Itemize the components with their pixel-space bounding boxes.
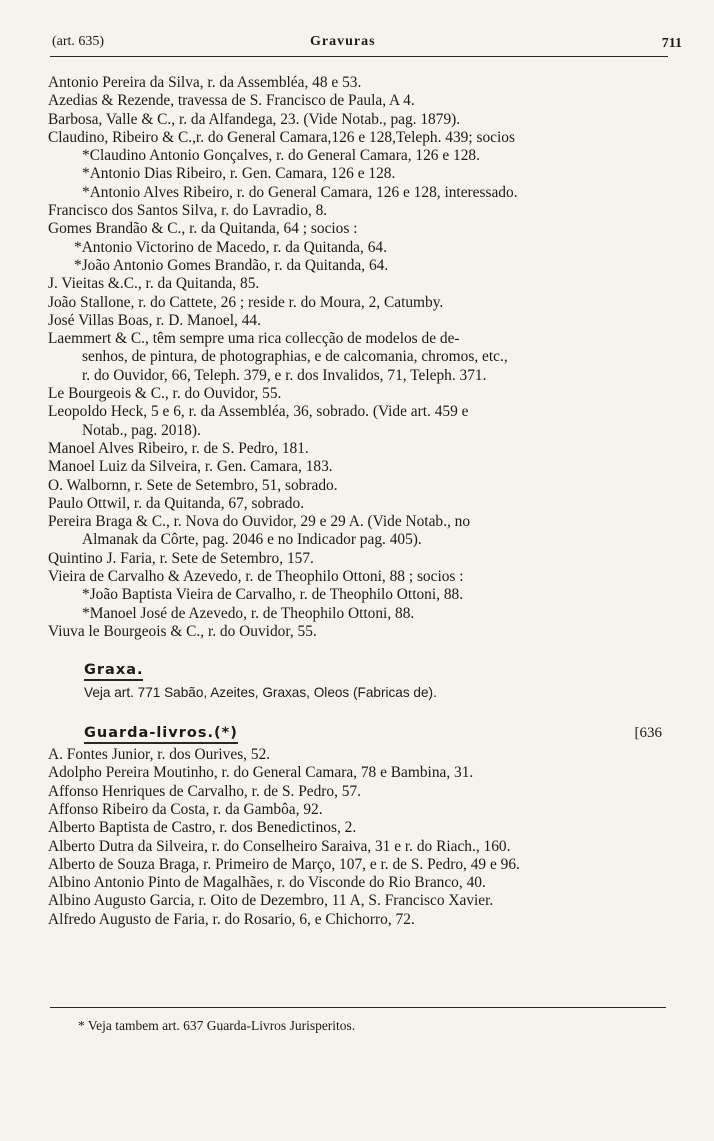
section-heading: Gravuras (310, 34, 376, 49)
graxa-section (48, 661, 678, 702)
entry-line: João Stallone, r. do Cattete, 26 ; reside r. do Moura, 2, Catumby. (48, 293, 444, 311)
entry-line: Notab., pag. 2018). (82, 421, 201, 439)
entry-line: *Antonio Alves Ribeiro, r. do General Camara, 126 e 128, interessado. (82, 183, 518, 201)
entry-line: *Antonio Victorino de Macedo, r. da Quitanda, 64. (74, 238, 387, 256)
entry-line: r. do Ouvidor, 66, Teleph. 379, e r. dos Invalidos, 71, Teleph. 371. (82, 366, 487, 384)
footnote-rule (50, 1007, 666, 1008)
entry-line: Alberto Dutra da Silveira, r. do Conselheiro Saraiva, 31 e r. do Riach., 160. (48, 837, 511, 855)
entry-line: Barbosa, Valle & C., r. da Alfandega, 23. (Vide Notab., pag. 1879). (48, 110, 461, 128)
article-range: (art. 635) (52, 34, 105, 49)
entry-line: A. Fontes Junior, r. dos Ourives, 52. (48, 746, 271, 764)
article-marker: [636 (634, 724, 662, 741)
section-title (48, 724, 678, 742)
guarda-livros-section (48, 724, 678, 929)
entry-line: Almanak da Côrte, pag. 2046 e no Indicador pag. 405). (82, 531, 422, 549)
entry-line: Claudino, Ribeiro & C.,r. do General Camara,126 e 128,Teleph. 439; socios (48, 128, 515, 146)
guarda-list (48, 746, 678, 929)
entry-line: Affonso Ribeiro da Costa, r. da Gambôa, 92. (48, 800, 323, 818)
header-rule (50, 56, 668, 57)
entry-line: Manoel Luiz da Silveira, r. Gen. Camara, 183. (48, 458, 333, 476)
entry-line: Antonio Pereira da Silva, r. da Assembléa, 48 e 53. (48, 74, 362, 91)
entry-line: Pereira Braga & C., r. Nova do Ouvidor, 29 e 29 A. (Vide Notab., no (48, 513, 471, 531)
entry-line: Albino Augusto Garcia, r. Oito de Dezembro, 11 A, S. Francisco Xavier. (48, 892, 494, 910)
entry-line: J. Vieitas &.C., r. da Quitanda, 85. (48, 275, 260, 293)
cross-reference: Veja art. 771 Sabão, Azeites, Graxas, Oleos (Fabricas de). (84, 684, 437, 700)
entry-line: O. Walbornn, r. Sete de Setembro, 51, sobrado. (48, 476, 338, 494)
entry-line: *Manoel José de Azevedo, r. de Theophilo Ottoni, 88. (82, 604, 415, 622)
guarda-title: Guarda-livros.(*) (84, 725, 238, 744)
graxa-title: Graxa. (84, 662, 143, 681)
entry-line: Paulo Ottwil, r. da Quitanda, 67, sobrado. (48, 494, 305, 512)
page-number: 711 (661, 36, 682, 51)
entry-line: *Antonio Dias Ribeiro, r. Gen. Camara, 126 e 128. (82, 165, 396, 183)
entry-line: Adolpho Pereira Moutinho, r. do General Camara, 78 e Bambina, 31. (48, 764, 474, 782)
gravuras-list (48, 74, 678, 641)
entry-line: Le Bourgeois & C., r. do Ouvidor, 55. (48, 385, 282, 403)
entry-line: Francisco dos Santos Silva, r. do Lavradio, 8. (48, 202, 328, 220)
entry-line: Gomes Brandão & C., r. da Quitanda, 64 ; socios : (48, 220, 358, 238)
entry-line: Vieira de Carvalho & Azevedo, r. de Theophilo Ottoni, 88 ; socios : (48, 568, 464, 586)
entry-line: Laemmert & C., têm sempre uma rica collecção de modelos de de- (48, 330, 460, 348)
entry-line: Affonso Henriques de Carvalho, r. de S. Pedro, 57. (48, 782, 362, 800)
entry-line: Alberto Baptista de Castro, r. dos Benedictinos, 2. (48, 819, 357, 837)
entry-line: senhos, de pintura, de photographias, e de calcomania, chromos, etc., (82, 348, 508, 366)
entry-line: Manoel Alves Ribeiro, r. de S. Pedro, 181. (48, 439, 309, 457)
entry-line: Albino Antonio Pinto de Magalhães, r. do Visconde do Rio Branco, 40. (48, 874, 486, 892)
section-title (48, 661, 678, 679)
entry-line: Leopoldo Heck, 5 e 6, r. da Assembléa, 36, sobrado. (Vide art. 459 e (48, 403, 469, 421)
directory-body (48, 74, 678, 929)
entry-line: Quintino J. Faria, r. Sete de Setembro, 157. (48, 549, 314, 567)
page-header (52, 34, 682, 56)
entry-line: José Villas Boas, r. D. Manoel, 44. (48, 311, 261, 329)
entry-line: *João Baptista Vieira de Carvalho, r. de Theophilo Ottoni, 88. (82, 586, 464, 604)
footnote: * Veja tambem art. 637 Guarda-Livros Jurisperitos. (78, 1018, 356, 1033)
entry-line: *Claudino Antonio Gonçalves, r. do General Camara, 126 e 128. (82, 147, 480, 165)
entry-line: Alfredo Augusto de Faria, r. do Rosario, 6, e Chichorro, 72. (48, 910, 415, 928)
entry-line: Alberto de Souza Braga, r. Primeiro de Março, 107, e r. de S. Pedro, 49 e 96. (48, 855, 520, 873)
entry-line: Azedias & Rezende, travessa de S. Francisco de Paula, A 4. (48, 92, 415, 110)
entry-line: Viuva le Bourgeois & C., r. do Ouvidor, 55. (48, 622, 317, 640)
entry-line: *João Antonio Gomes Brandão, r. da Quitanda, 64. (74, 256, 389, 274)
